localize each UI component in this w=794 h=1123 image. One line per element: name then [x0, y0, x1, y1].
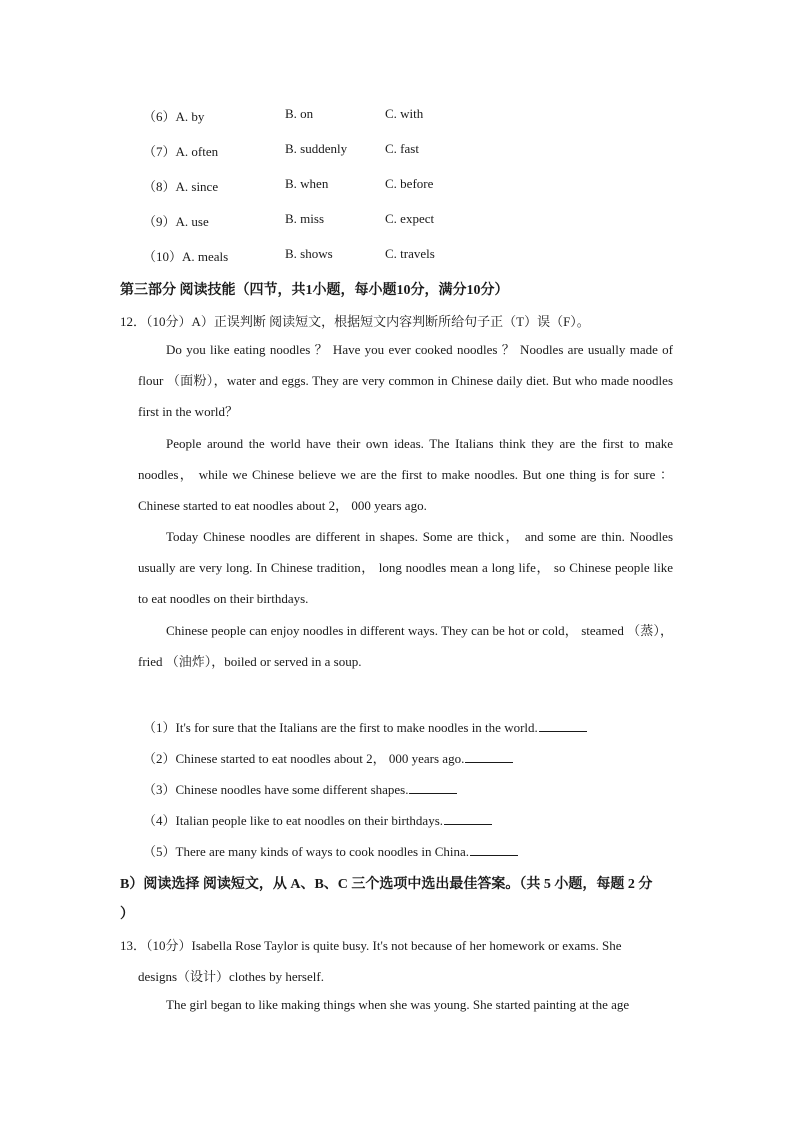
- option-row-9: [0, 211, 794, 231]
- option-a: （7）A. often: [143, 144, 219, 159]
- option-c: C. before: [385, 176, 434, 191]
- passage-paragraph-2: People around the world have their own ideas. The Italians think they are the first to make noodles， while we Chinese believe we are the first to make noodles. But one thing is for sure ： Chinese started to eat noodles about 2， 000 years ago.: [138, 436, 673, 513]
- tf-item-4: （4）Italian people like to eat noodles on their birthdays.: [143, 810, 492, 829]
- option-b: B. when: [285, 176, 329, 191]
- option-c: C. expect: [385, 211, 435, 226]
- option-c: C. with: [385, 106, 424, 121]
- option-row-8: [0, 176, 794, 196]
- option-b: B. suddenly: [285, 141, 348, 156]
- option-b: B. on: [285, 106, 314, 121]
- question-12-header: 12．（10分）A）正误判断 阅读短文，根据短文内容判断所给句子正（T）误（F）。: [120, 314, 590, 329]
- option-a: （9）A. use: [143, 214, 209, 229]
- question-13-header: 13．（10分）Isabella Rose Taylor is quite busy. It's not because of her homework or exams. She: [120, 938, 622, 953]
- option-row-6: [0, 106, 794, 126]
- passage-paragraph-1: Do you like eating noodles ？ Have you ever cooked noodles ？ Noodles are usually made of flour （面粉），water and eggs. They are very common in Chinese daily diet. But who made noodles first in the world？: [138, 342, 673, 419]
- answer-blank[interactable]: [539, 719, 587, 732]
- option-row-10: [0, 246, 794, 266]
- option-a: （6）A. by: [143, 109, 205, 124]
- answer-blank[interactable]: [444, 812, 492, 825]
- option-a: （8）A. since: [143, 179, 219, 194]
- option-b: B. miss: [285, 211, 325, 226]
- question-13-paragraph: The girl began to like making things when she was young. She started painting at the age: [166, 997, 630, 1012]
- passage-paragraph-3: Today Chinese noodles are different in shapes. Some are thick， and some are thin. Noodles usually are very long. In Chinese tradition， long noodles mean a long life， so Chinese people like to eat noodles on their birthdays.: [138, 529, 673, 606]
- section-b-title-cont: ）: [120, 907, 134, 922]
- tf-item-3: （3）Chinese noodles have some different shapes.: [143, 779, 457, 798]
- question-13-line-2: designs（设计）clothes by herself.: [138, 969, 324, 984]
- option-c: C. fast: [385, 141, 419, 156]
- option-row-7: [0, 141, 794, 161]
- answer-blank[interactable]: [409, 781, 457, 794]
- option-a: （10）A. meals: [143, 249, 229, 264]
- tf-item-5: （5）There are many kinds of ways to cook noodles in China.: [143, 841, 518, 860]
- section-title: 第三部分 阅读技能（四节，共1小题，每小题10分，满分10分）: [120, 283, 509, 298]
- answer-blank[interactable]: [465, 750, 513, 763]
- tf-item-1: （1）It's for sure that the Italians are the first to make noodles in the world.: [143, 717, 587, 736]
- passage-paragraph-4: Chinese people can enjoy noodles in different ways. They can be hot or cold， steamed （蒸），fried （油炸），boiled or served in a soup.: [138, 623, 673, 669]
- section-b-title: B）阅读选择 阅读短文，从 A、B、C 三个选项中选出最佳答案。（共 5 小题，每题 2 分: [120, 877, 653, 892]
- tf-item-2: （2）Chinese started to eat noodles about 2， 000 years ago.: [143, 748, 513, 767]
- option-b: B. shows: [285, 246, 333, 261]
- answer-blank[interactable]: [470, 843, 518, 856]
- option-c: C. travels: [385, 246, 435, 261]
